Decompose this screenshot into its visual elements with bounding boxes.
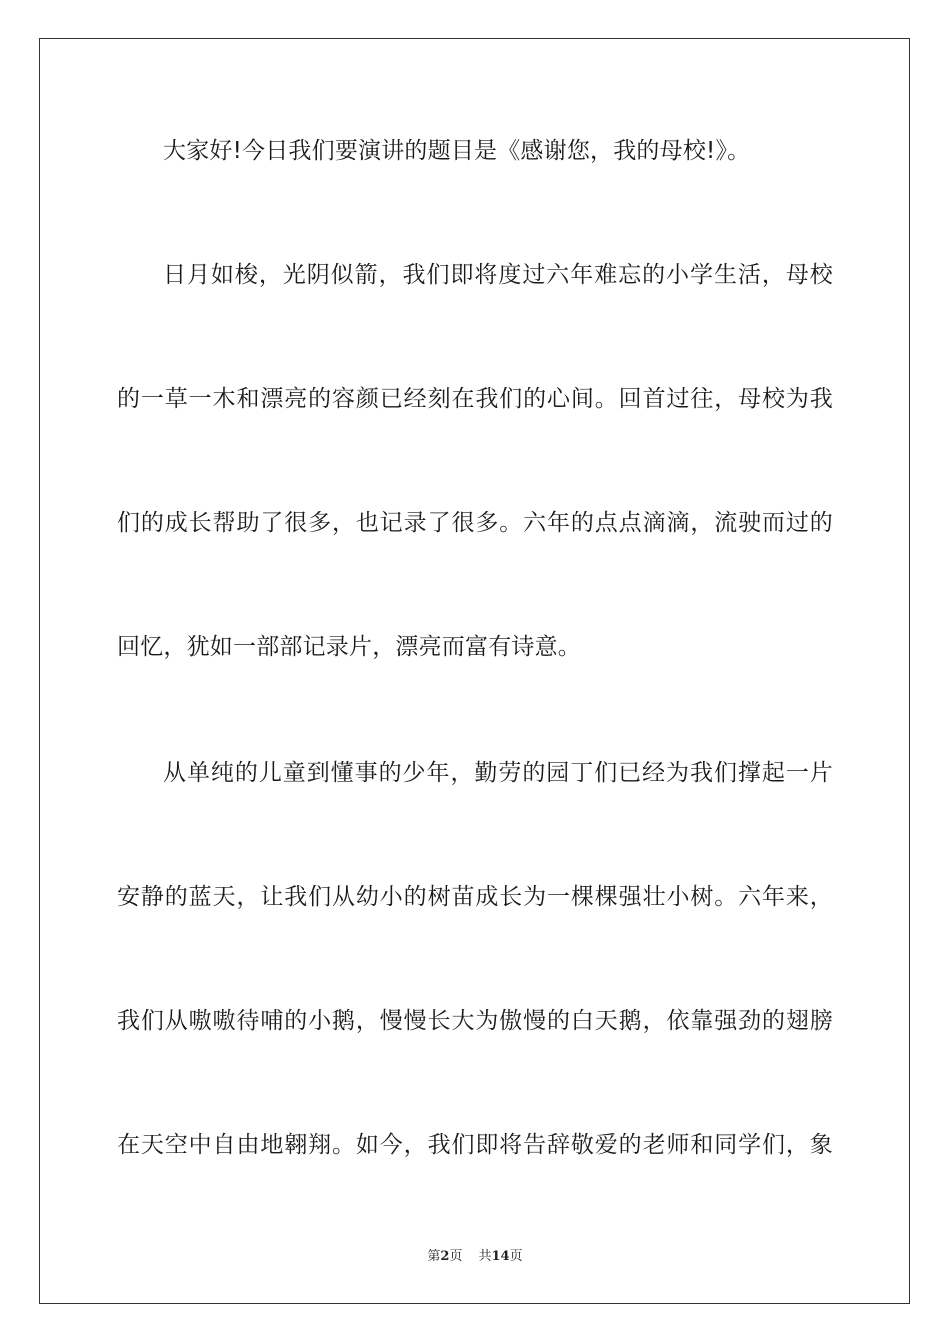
paragraph-line-3: 的一草一木和漂亮的容颜已经刻在我们的心间。回首过往，母校为我 <box>117 386 833 412</box>
page-border <box>39 38 910 1304</box>
page-number: 2 <box>440 1249 450 1264</box>
total-pages: 14 <box>491 1249 510 1264</box>
paragraph-line-9: 在天空中自由地翱翔。如今，我们即将告辞敬爱的老师和同学们，象 <box>117 1132 833 1158</box>
page-footer <box>0 1245 950 1264</box>
paragraph-line-4: 们的成长帮助了很多，也记录了很多。六年的点点滴滴，流驶而过的 <box>117 510 833 536</box>
paragraph-line-8: 我们从嗷嗷待哺的小鹅，慢慢长大为傲慢的白天鹅，依靠强劲的翅膀 <box>117 1008 833 1034</box>
paragraph-line-7: 安静的蓝天，让我们从幼小的树苗成长为一棵棵强壮小树。六年来， <box>117 884 833 910</box>
paragraph-line-1: 大家好!今日我们要演讲的题目是《感谢您，我的母校!》。 <box>163 138 751 164</box>
page-label-prefix: 第 <box>427 1249 441 1264</box>
paragraph-line-2: 日月如梭，光阴似箭，我们即将度过六年难忘的小学生活，母校 <box>163 262 833 288</box>
paragraph-line-6: 从单纯的儿童到懂事的少年，勤劳的园丁们已经为我们撑起一片 <box>163 760 833 786</box>
page-label-suffix: 页 <box>449 1249 463 1264</box>
total-label-suffix: 页 <box>509 1249 523 1264</box>
paragraph-line-5: 回忆，犹如一部部记录片，漂亮而富有诗意。 <box>117 634 581 660</box>
total-label-prefix: 共 <box>478 1249 492 1264</box>
